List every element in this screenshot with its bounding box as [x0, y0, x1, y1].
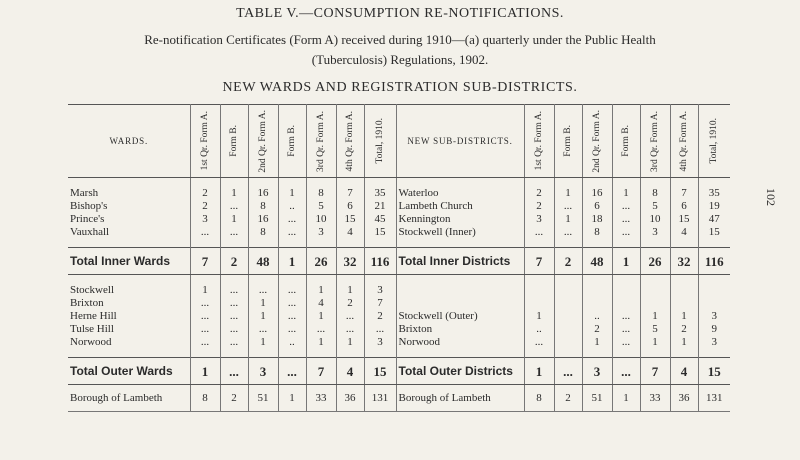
- ward-value: 32: [336, 248, 364, 275]
- ward-value: 1: [220, 213, 248, 226]
- ward-value: 4: [336, 358, 364, 385]
- sub-district-value: 9: [711, 323, 717, 335]
- sub-district-value: 2: [524, 187, 554, 200]
- sub-district-value: [612, 284, 640, 297]
- table-row: [68, 323, 730, 336]
- sub-district-value: ...: [612, 226, 640, 239]
- ward-name: Norwood: [68, 336, 190, 349]
- ward-value: ...: [190, 297, 220, 310]
- sub-district-value: 33: [640, 385, 670, 412]
- ward-value: 1: [278, 248, 306, 275]
- ward-value: ...: [278, 323, 306, 336]
- ward-value: ...: [220, 226, 248, 239]
- sub-district-value: [524, 284, 554, 297]
- ward-value: ...: [190, 323, 220, 336]
- sub-district-value: 2: [524, 200, 554, 213]
- ward-value: ...: [220, 297, 248, 310]
- sub-district-value: 2: [554, 385, 582, 412]
- ward-value: 10: [306, 213, 336, 226]
- ward-value: ...: [220, 310, 248, 323]
- sub-district-value: ..: [582, 310, 612, 323]
- ward-value: ...: [220, 284, 248, 297]
- table-row: [68, 226, 730, 239]
- col-header: 1st Qr. Form A.: [534, 111, 544, 171]
- sub-district-value: 1: [612, 248, 640, 275]
- sub-district-value: 4: [670, 226, 698, 239]
- sub-district-value: 6: [670, 200, 698, 213]
- ward-value: 16: [248, 187, 278, 200]
- sub-district-value: 3: [711, 336, 717, 348]
- col-header: 3rd Qr. Form A.: [316, 110, 326, 172]
- sub-district-name: Total Outer Districts: [396, 358, 524, 385]
- sub-district-value: 3: [640, 226, 670, 239]
- spacer-row: [68, 275, 730, 285]
- ward-value: 5: [306, 200, 336, 213]
- ward-name: Bishop's: [68, 200, 190, 213]
- sub-district-value: 1: [612, 385, 640, 412]
- ward-value: ...: [364, 323, 396, 336]
- sub-district-value: ..: [524, 323, 554, 336]
- ward-name: Vauxhall: [68, 226, 190, 239]
- renotifications-table: [68, 104, 730, 412]
- table-row: [68, 336, 730, 349]
- sub-district-value: 36: [670, 385, 698, 412]
- ward-value: ...: [278, 297, 306, 310]
- ward-name: Herne Hill: [68, 310, 190, 323]
- ward-value: 48: [248, 248, 278, 275]
- table-row: [68, 200, 730, 213]
- ward-value: 7: [336, 187, 364, 200]
- sub-district-value: 1: [640, 336, 670, 349]
- col-header: 2nd Qr. Form A.: [592, 109, 602, 173]
- col-header: Total, 1910.: [375, 118, 385, 164]
- ward-value: ...: [278, 213, 306, 226]
- table-row: [68, 213, 730, 226]
- sub-district-name: Stockwell (Outer): [396, 310, 524, 323]
- sub-district-value: [554, 310, 582, 323]
- sub-district-name: [396, 297, 524, 310]
- ward-value: 8: [248, 226, 278, 239]
- ward-value: ...: [278, 310, 306, 323]
- sub-district-value: 2: [670, 323, 698, 336]
- col-header: Form B.: [229, 125, 239, 157]
- sub-district-name: Total Inner Districts: [396, 248, 524, 275]
- sub-district-value: [524, 297, 554, 310]
- sub-district-value: 8: [524, 385, 554, 412]
- wards-header: WARDS.: [68, 105, 190, 178]
- ward-value: 2: [336, 297, 364, 310]
- sub-district-value: 2: [582, 323, 612, 336]
- spacer-row: [68, 239, 730, 248]
- sub-district-value: 7: [640, 358, 670, 385]
- sub-district-value: 8: [582, 226, 612, 239]
- ward-value: 8: [190, 385, 220, 412]
- ward-value: 3: [190, 213, 220, 226]
- ward-value: 26: [306, 248, 336, 275]
- ward-value: 3: [306, 226, 336, 239]
- header-row: [68, 105, 730, 178]
- sub-district-value: 48: [582, 248, 612, 275]
- sub-district-value: 6: [582, 200, 612, 213]
- ward-value: 6: [336, 200, 364, 213]
- sub-district-value: [554, 323, 582, 336]
- ward-value: 1: [248, 310, 278, 323]
- ward-value: 1: [220, 187, 248, 200]
- sub-district-value: 1: [670, 310, 698, 323]
- sub-district-name: Stockwell (Inner): [396, 226, 524, 239]
- sub-district-value: 3: [582, 358, 612, 385]
- ward-value: ...: [248, 323, 278, 336]
- sub-district-value: 32: [670, 248, 698, 275]
- sub-district-value: 1: [612, 187, 640, 200]
- col-header: 4th Qr. Form A.: [679, 110, 689, 172]
- ward-name: Borough of Lambeth: [68, 385, 190, 412]
- sub-district-value: ...: [612, 323, 640, 336]
- sub-district-value: 15: [670, 213, 698, 226]
- ward-value: ...: [220, 323, 248, 336]
- table-subtitle-line-2: (Tuberculosis) Regulations, 1902.: [311, 52, 489, 67]
- sub-district-value: [698, 297, 730, 310]
- sub-district-value: 1: [524, 358, 554, 385]
- sub-district-value: 26: [640, 248, 670, 275]
- ward-name: Tulse Hill: [68, 323, 190, 336]
- sub-districts-header: NEW SUB-DISTRICTS.: [396, 105, 524, 178]
- sub-district-name: Lambeth Church: [396, 200, 524, 213]
- table-title: TABLE V.—CONSUMPTION RE-NOTIFICATIONS.: [236, 6, 564, 21]
- sub-district-value: [554, 336, 582, 349]
- sub-district-value: ...: [612, 336, 640, 349]
- ward-value: 15: [364, 226, 396, 239]
- sub-district-value: 47: [708, 213, 720, 225]
- ward-value: 2: [190, 200, 220, 213]
- col-header: 2nd Qr. Form A.: [258, 109, 268, 173]
- ward-name: Total Outer Wards: [68, 358, 190, 385]
- sub-district-name: Brixton: [396, 323, 524, 336]
- sub-district-value: ...: [524, 226, 554, 239]
- ward-value: 1: [190, 284, 220, 297]
- ward-value: ...: [278, 226, 306, 239]
- ward-value: 35: [364, 187, 396, 200]
- spacer-row: [68, 178, 730, 188]
- ward-name: Prince's: [68, 213, 190, 226]
- ward-value: 2: [190, 187, 220, 200]
- sub-district-value: [612, 297, 640, 310]
- sub-district-value: 131: [698, 385, 730, 412]
- ward-value: 1: [306, 336, 336, 349]
- sub-district-value: [640, 284, 670, 297]
- sub-district-value: 15: [708, 226, 720, 238]
- sub-district-value: 10: [640, 213, 670, 226]
- sub-district-name: Kennington: [396, 213, 524, 226]
- sub-district-value: 8: [640, 187, 670, 200]
- sub-district-value: 1: [554, 213, 582, 226]
- ward-value: 7: [364, 297, 396, 310]
- ward-value: 51: [248, 385, 278, 412]
- ward-value: 33: [306, 385, 336, 412]
- col-header: Total, 1910.: [709, 118, 720, 164]
- sub-district-value: ...: [554, 358, 582, 385]
- sub-district-value: 5: [640, 323, 670, 336]
- sub-district-value: [554, 284, 582, 297]
- sub-district-value: 3: [524, 213, 554, 226]
- col-header: Form B.: [287, 125, 297, 157]
- ward-name: Brixton: [68, 297, 190, 310]
- sub-district-value: 16: [582, 187, 612, 200]
- col-header: 3rd Qr. Form A.: [650, 110, 660, 172]
- ward-value: 1: [336, 336, 364, 349]
- ward-value: ...: [306, 323, 336, 336]
- sub-district-value: 15: [698, 358, 730, 385]
- sub-district-value: 19: [708, 200, 720, 212]
- ward-value: 1: [306, 310, 336, 323]
- spacer-row: [68, 349, 730, 358]
- table-row: [68, 187, 730, 200]
- sub-district-value: 7: [670, 187, 698, 200]
- ward-value: ...: [278, 358, 306, 385]
- sub-district-name: [396, 284, 524, 297]
- sub-district-value: [582, 297, 612, 310]
- ward-value: 3: [364, 336, 396, 349]
- ward-value: 15: [364, 358, 396, 385]
- page-number: 102: [764, 188, 778, 206]
- ward-value: 1: [248, 297, 278, 310]
- col-header: Form B.: [621, 125, 631, 157]
- sub-district-value: 51: [582, 385, 612, 412]
- ward-value: 3: [364, 284, 396, 297]
- ward-value: 1: [190, 358, 220, 385]
- sub-district-value: 5: [640, 200, 670, 213]
- sub-district-value: ...: [612, 200, 640, 213]
- ward-value: 1: [248, 336, 278, 349]
- sub-district-value: [698, 284, 730, 297]
- sub-district-value: ...: [554, 226, 582, 239]
- sub-district-value: 116: [698, 248, 730, 275]
- ward-name: Total Inner Wards: [68, 248, 190, 275]
- ward-name: Marsh: [68, 187, 190, 200]
- ward-value: 4: [336, 226, 364, 239]
- total-inner-row: [68, 248, 730, 275]
- borough-total-row: [68, 385, 730, 412]
- col-header: 1st Qr. Form A.: [200, 111, 210, 171]
- ward-value: ...: [220, 358, 248, 385]
- sub-district-value: ...: [524, 336, 554, 349]
- sub-district-name: Norwood: [396, 336, 524, 349]
- table-row: [68, 284, 730, 297]
- sub-district-value: 18: [582, 213, 612, 226]
- ward-value: 15: [336, 213, 364, 226]
- table-row: [68, 297, 730, 310]
- table-row: [68, 310, 730, 323]
- ward-value: 1: [278, 385, 306, 412]
- ward-value: 8: [248, 200, 278, 213]
- sub-district-value: ...: [612, 213, 640, 226]
- sub-district-value: 1: [640, 310, 670, 323]
- ward-value: 21: [364, 200, 396, 213]
- sub-district-value: [554, 297, 582, 310]
- ward-value: ..: [278, 200, 306, 213]
- ward-value: 131: [364, 385, 396, 412]
- sub-district-value: ...: [554, 200, 582, 213]
- section-heading: NEW WARDS AND REGISTRATION SUB-DISTRICTS.: [222, 80, 578, 95]
- ward-name: Stockwell: [68, 284, 190, 297]
- sub-district-value: ...: [612, 310, 640, 323]
- ward-value: ...: [190, 310, 220, 323]
- ward-value: ...: [190, 336, 220, 349]
- ward-value: ...: [220, 336, 248, 349]
- sub-district-value: 2: [554, 248, 582, 275]
- sub-district-value: 1: [554, 187, 582, 200]
- ward-value: ...: [248, 284, 278, 297]
- sub-district-value: [670, 297, 698, 310]
- sub-district-value: 7: [524, 248, 554, 275]
- col-header: 4th Qr. Form A.: [345, 110, 355, 172]
- sub-district-value: 1: [670, 336, 698, 349]
- ward-value: ...: [278, 284, 306, 297]
- ward-value: 116: [364, 248, 396, 275]
- total-outer-row: [68, 358, 730, 385]
- ward-value: ...: [220, 200, 248, 213]
- ward-value: ...: [336, 323, 364, 336]
- ward-value: 16: [248, 213, 278, 226]
- sub-district-name: Waterloo: [396, 187, 524, 200]
- sub-district-value: [582, 284, 612, 297]
- sub-district-value: 4: [670, 358, 698, 385]
- ward-value: 7: [190, 248, 220, 275]
- col-header: Form B.: [563, 125, 573, 157]
- sub-district-value: 3: [711, 310, 717, 322]
- ward-value: 1: [306, 284, 336, 297]
- ward-value: 45: [364, 213, 396, 226]
- ward-value: 3: [248, 358, 278, 385]
- sub-district-value: ...: [612, 358, 640, 385]
- ward-value: 7: [306, 358, 336, 385]
- table-subtitle-line-1: Re-notification Certificates (Form A) received during 1910—(a) quarterly under the Public Health: [144, 32, 656, 47]
- ward-value: 2: [364, 310, 396, 323]
- sub-district-value: [670, 284, 698, 297]
- ward-value: 2: [220, 248, 248, 275]
- ward-value: 4: [306, 297, 336, 310]
- ward-value: ..: [278, 336, 306, 349]
- ward-value: 36: [336, 385, 364, 412]
- ward-value: ...: [190, 226, 220, 239]
- sub-district-value: 1: [582, 336, 612, 349]
- sub-district-value: 35: [708, 187, 720, 199]
- ward-value: ...: [336, 310, 364, 323]
- ward-value: 1: [336, 284, 364, 297]
- sub-district-value: [640, 297, 670, 310]
- ward-value: 8: [306, 187, 336, 200]
- sub-district-name: Borough of Lambeth: [396, 385, 524, 412]
- sub-district-value: 1: [524, 310, 554, 323]
- ward-value: 1: [278, 187, 306, 200]
- ward-value: 2: [220, 385, 248, 412]
